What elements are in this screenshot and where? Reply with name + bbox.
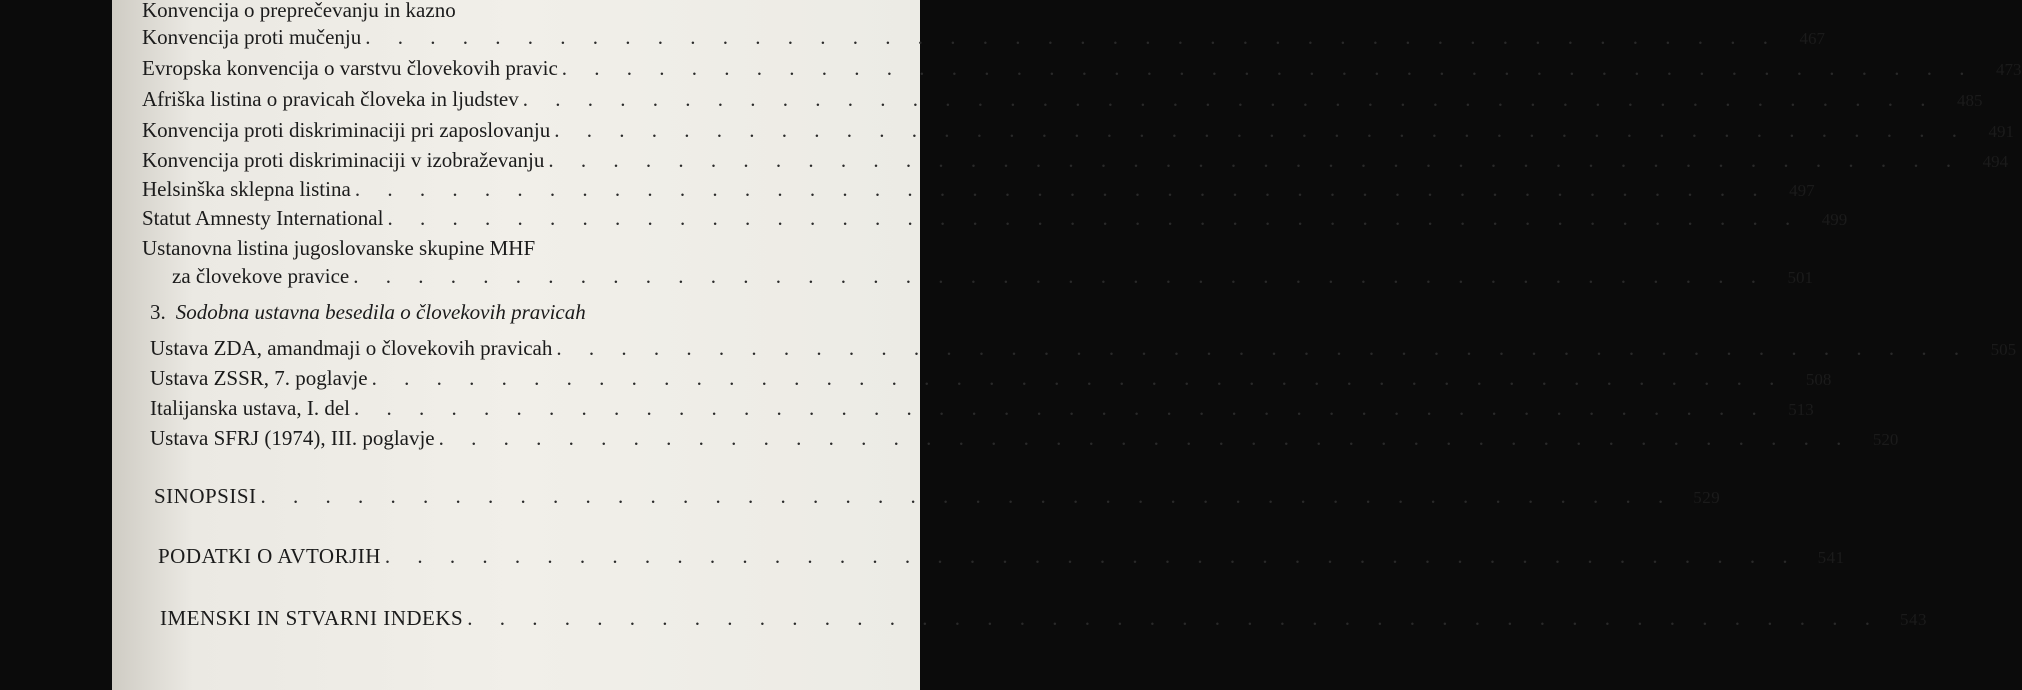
dot-leader: . . . . . . . . . . . . . . . . . . . . . . . . . . . . . . . . . . . . . . . . . . . . bbox=[554, 118, 1968, 142]
toc-entry bbox=[142, 25, 1826, 50]
dot-leader: . . . . . . . . . . . . . . . . . . . . . . . . . . . . . . . . . . . . . . . . . . . . bbox=[522, 87, 1937, 111]
toc-entry bbox=[158, 544, 1845, 569]
toc-entry bbox=[142, 177, 1815, 202]
dot-leader: . . . . . . . . . . . . . . . . . . . . . . . . . . . . . . . . . . . . . . . . . . . . bbox=[467, 606, 1881, 630]
toc-entry-title: Konvencija o preprečevanju in kazno bbox=[142, 0, 456, 22]
toc-entry bbox=[150, 426, 1899, 451]
dot-leader: . . . . . . . . . . . . . . . . . . . . . . . . . . . . . . . . . . . . . . . . . . . . bbox=[556, 336, 1971, 360]
toc-entry-title: Ustava SFRJ (1974), III. poglavje bbox=[150, 426, 435, 450]
toc-entry bbox=[142, 56, 2022, 81]
toc-page-number: 467 bbox=[1799, 29, 1826, 48]
dot-leader: . . . . . . . . . . . . . . . . . . . . . . . . . . . . . . . . . . . . . . . . . . . . bbox=[384, 544, 1799, 568]
toc-entry bbox=[142, 148, 2009, 173]
toc-page-number: 543 bbox=[1899, 610, 1927, 629]
toc-page-number: 529 bbox=[1693, 488, 1721, 507]
toc-entry-title: za človekove pravice bbox=[172, 264, 350, 288]
toc-entry bbox=[142, 0, 857, 23]
toc-entry-title: Italijanska ustava, I. del bbox=[150, 396, 351, 420]
dot-leader: . . . . . . . . . . . . . . . . . . . . . . . . . . . . . . . . . . . . . . . . . . . . bbox=[260, 484, 1675, 508]
toc-page-number: 499 bbox=[1821, 210, 1848, 229]
toc-entry bbox=[150, 366, 1832, 391]
toc-entry-title: Ustava ZDA, amandmaji o človekovih pravicah bbox=[150, 336, 553, 360]
dot-leader: . . . . . . . . . . . . . . . . . . . . . . . . . . . . . . . . . . . . . . . . . . . . bbox=[371, 366, 1786, 390]
toc-page-number: 497 bbox=[1789, 181, 1815, 200]
toc-entry-title: PODATKI O AVTORJIH bbox=[158, 544, 381, 568]
toc-entry-title: Ustava ZSSR, 7. poglavje bbox=[150, 366, 368, 390]
toc-page-number: 513 bbox=[1788, 400, 1814, 419]
toc-entry bbox=[142, 87, 1983, 112]
toc-entry-title: Konvencija proti mučenju bbox=[142, 25, 362, 49]
toc-entry bbox=[154, 484, 1721, 509]
book-page bbox=[112, 0, 2022, 690]
dot-leader: . . . . . . . . . . . . . . . . . . . . . . . . . . . . . . . . . . . . . . . . . . . . bbox=[387, 206, 1802, 230]
dot-leader: . . . . . . . . . . . . . . . . . . . . . . . . . . . . . . . . . . . . . . . . . . . . bbox=[365, 25, 1780, 49]
toc-page-number: 494 bbox=[1982, 152, 2009, 171]
toc-entry bbox=[142, 118, 2014, 143]
toc-entry bbox=[142, 206, 1848, 231]
toc-page-number: 520 bbox=[1872, 430, 1899, 449]
toc-entry bbox=[150, 396, 1814, 421]
toc-entry-title: Ustanovna listina jugoslovanske skupine MHF bbox=[142, 236, 536, 260]
toc-entry-title: Statut Amnesty International bbox=[142, 206, 384, 230]
toc-entry bbox=[160, 606, 1927, 631]
dot-leader: . . . . . . . . . . . . . . . . . . . . . . . . . . . . . . . . . . . . . . . . . . . . bbox=[438, 426, 1853, 450]
dot-leader: . . . . . . . . . . . . . . . . . . . . . . . . . . . . . . . . . . . . . . . . . . . . bbox=[561, 56, 1976, 80]
section-heading bbox=[150, 300, 586, 325]
toc-page-number: 491 bbox=[1988, 122, 2014, 141]
dot-leader: . . . . . . . . . . . . . . . . . . . . . . . . . . . . . . . . . . . . . . . . . . . . bbox=[353, 264, 1767, 288]
toc-entry bbox=[172, 264, 1813, 289]
dot-leader: . . . . . . . . . . . . . . . . . . . . . . . . . . . . . . . . . . . . . . . . . . . . bbox=[548, 148, 1963, 172]
toc-entry-title: Afriška listina o pravicah človeka in ljudstev bbox=[142, 87, 519, 111]
toc-entry-title: Konvencija proti diskriminaciji pri zaposlovanju bbox=[142, 118, 551, 142]
section-number: 3. bbox=[150, 300, 166, 324]
toc-entry-title: Evropska konvencija o varstvu človekovih pravic bbox=[142, 56, 558, 80]
toc-page-number: 501 bbox=[1787, 268, 1813, 287]
toc-entry bbox=[142, 236, 857, 261]
dot-leader: . . . . . . . . . . . . . . . . . . . . . . . . . . . . . . . . . . . . . . . . . . . . bbox=[354, 177, 1769, 201]
toc-page-number: 508 bbox=[1805, 370, 1832, 389]
toc-entry-title: IMENSKI IN STVARNI INDEKS bbox=[160, 606, 464, 630]
section-title: Sodobna ustavna besedila o človekovih pravicah bbox=[175, 300, 586, 324]
toc-page-number: 505 bbox=[1990, 340, 2017, 359]
dot-leader: . . . . . . . . . . . . . . . . . . . . . . . . . . . . . . . . . . . . . . . . . . . . bbox=[354, 396, 1768, 420]
toc-page-number: 541 bbox=[1817, 548, 1845, 567]
toc-page-number: 485 bbox=[1956, 91, 1983, 110]
toc-page-number: 473 bbox=[1996, 60, 2022, 79]
toc-entry-title: Konvencija proti diskriminaciji v izobraževanju bbox=[142, 148, 545, 172]
toc-entry bbox=[150, 336, 2017, 361]
toc-entry-title: Helsinška sklepna listina bbox=[142, 177, 351, 201]
toc-entry-title: SINOPSISI bbox=[154, 484, 257, 508]
